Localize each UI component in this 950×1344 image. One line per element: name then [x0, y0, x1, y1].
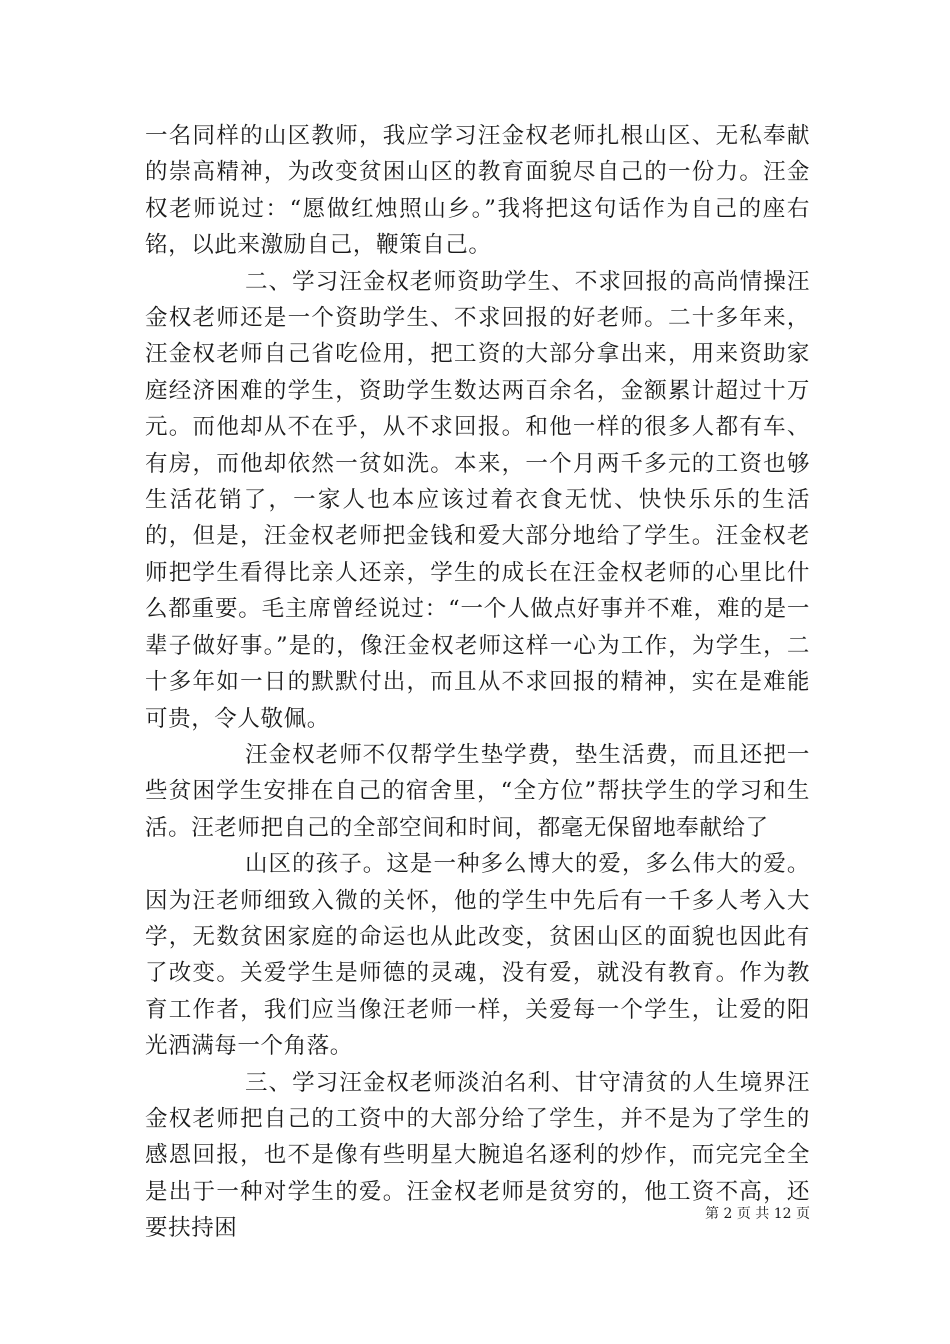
- paragraph-4: 山区的孩子。这是一种多么博大的爱，多么伟大的爱。因为汪老师细致入微的关怀，他的学生中先后有一千多人考入大学，无数贫困家庭的命运也从此改变，贫困山区的面貌也因此有了改变。关爱学生是师德的灵魂，没有爱，就没有教育。作为教育工作者，我们应当像汪老师一样，关爱每一个学生，让爱的阳光洒满每一个角落。: [145, 851, 810, 1060]
- body-text: [145, 118, 810, 1247]
- paragraph-5: 三、学习汪金权老师淡泊名利、甘守清贫的人生境界汪金权老师把自己的工资中的大部分给了学生，并不是为了学生的感恩回报，也不是像有些明星大腕追名逐利的炒作，而完完全全是出于一种对学生的爱。汪金权老师是贫穷的，他工资不高，还要扶持困: [145, 1069, 810, 1242]
- paragraph-1: 一名同样的山区教师，我应学习汪金权老师扎根山区、无私奉献的崇高精神，为改变贫困山区的教育面貌尽自己的一份力。汪金权老师说过：“愿做红烛照山乡。”我将把这句话作为自己的座右铭，以此来激励自己，鞭策自己。: [145, 123, 810, 259]
- page-number: 第 2 页 共 12 页: [705, 1206, 810, 1222]
- paragraph-3: 汪金权老师不仅帮学生垫学费，垫生活费，而且还把一些贫困学生安排在自己的宿舍里，“全方位”帮扶学生的学习和生活。汪老师把自己的全部空间和时间，都毫无保留地奉献给了: [145, 741, 810, 841]
- paragraph-2: 二、学习汪金权老师资助学生、不求回报的高尚情操汪金权老师还是一个资助学生、不求回报的好老师。二十多年来，汪金权老师自己省吃俭用，把工资的大部分拿出来，用来资助家庭经济困难的学生，资助学生数达两百余名，金额累计超过十万元。而他却从不在乎，从不求回报。和他一样的很多人都有车、有房，而他却依然一贫如洗。本来，一个月两千多元的工资也够生活花销了，一家人也本应该过着衣食无忧、快快乐乐的生活的，但是，汪金权老师把金钱和爱大部分地给了学生。汪金权老师把学生看得比亲人还亲，学生的成长在汪金权老师的心里比什么都重要。毛主席曾经说过：“一个人做点好事并不难，难的是一辈子做好事。”是的，像汪金权老师这样一心为工作，为学生，二十多年如一日的默默付出，而且从不求回报的精神，实在是难能可贵，令人敬佩。: [145, 268, 810, 732]
